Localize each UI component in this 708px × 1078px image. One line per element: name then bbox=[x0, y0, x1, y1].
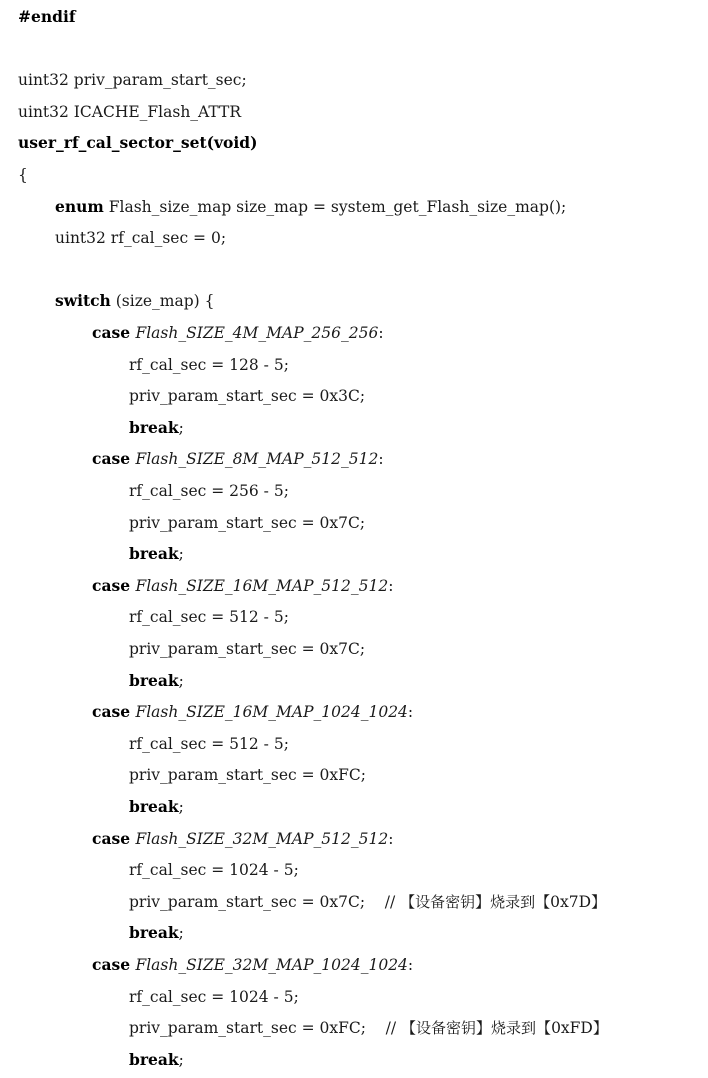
code-token-plain: uint32 ICACHE_Flash_ATTR bbox=[18, 102, 242, 121]
code-token-plain: rf_cal_sec = 128 - 5; bbox=[129, 355, 289, 374]
code-line bbox=[18, 64, 247, 96]
code-token-plain: Flash_size_map size_map = system_get_Flash_size_map(); bbox=[103, 197, 567, 216]
code-line bbox=[18, 96, 241, 128]
code-line bbox=[129, 981, 299, 1013]
code-token-kw: break bbox=[129, 670, 179, 690]
code-token-plain: priv_param_start_sec = 0x7C; bbox=[129, 892, 385, 911]
code-line bbox=[55, 191, 566, 223]
code-token-kw: case bbox=[92, 702, 136, 722]
code-token-plain: { bbox=[18, 166, 28, 184]
code-token-plain: ; bbox=[178, 924, 184, 943]
code-line bbox=[129, 886, 606, 918]
code-line bbox=[129, 633, 365, 665]
code-token-enum: Flash_SIZE_4M_MAP_256_256 bbox=[135, 324, 379, 342]
code-line bbox=[92, 570, 393, 602]
code-token-plain: : bbox=[407, 956, 414, 974]
code-line bbox=[129, 759, 366, 791]
code-token-plain: : bbox=[378, 450, 384, 469]
code-token-plain: priv_param_start_sec = 0x7C; bbox=[129, 513, 366, 532]
code-line bbox=[129, 507, 365, 539]
code-token-plain: ; bbox=[178, 418, 184, 437]
code-token-plain: priv_param_start_sec = 0xFC; bbox=[129, 766, 366, 785]
code-line bbox=[129, 665, 184, 697]
code-line bbox=[92, 696, 413, 728]
code-token-kw: case bbox=[92, 828, 136, 848]
code-token-plain: ; bbox=[178, 545, 184, 564]
code-line bbox=[18, 1, 76, 33]
code-token-plain: rf_cal_sec = 512 - 5; bbox=[129, 734, 289, 753]
code-token-plain: : bbox=[407, 703, 414, 722]
code-token-enum: Flash_SIZE_8M_MAP_512_512 bbox=[135, 450, 379, 469]
code-token-plain: (size_map) { bbox=[110, 292, 215, 311]
code-line bbox=[92, 317, 384, 349]
code-line bbox=[129, 412, 184, 444]
code-token-plain: rf_cal_sec = 1024 - 5; bbox=[129, 987, 299, 1006]
code-token-plain: ; bbox=[178, 1050, 184, 1069]
code-token-plain: rf_cal_sec = 1024 - 5; bbox=[129, 861, 299, 880]
code-token-kw: break bbox=[129, 1049, 179, 1069]
code-token-kw: user_rf_cal_sector_set(void) bbox=[18, 133, 258, 153]
code-token-plain: priv_param_start_sec = 0x7C; bbox=[129, 640, 366, 658]
code-token-plain: : bbox=[378, 324, 384, 342]
code-token-plain: : bbox=[388, 829, 394, 848]
code-line bbox=[92, 443, 384, 475]
code-line bbox=[129, 791, 184, 823]
code-line bbox=[55, 285, 215, 317]
code-line bbox=[129, 1044, 184, 1076]
code-line bbox=[129, 917, 184, 949]
code-token-plain: rf_cal_sec = 256 - 5; bbox=[129, 482, 289, 500]
code-line bbox=[129, 1012, 608, 1044]
code-token-kw: break bbox=[129, 417, 179, 437]
code-token-plain: rf_cal_sec = 512 - 5; bbox=[129, 608, 289, 627]
code-line bbox=[18, 127, 257, 159]
code-token-kw: case bbox=[92, 575, 136, 595]
code-line bbox=[55, 222, 226, 254]
code-line bbox=[129, 349, 289, 381]
code-token-kw: break bbox=[129, 797, 179, 816]
code-token-plain: uint32 priv_param_start_sec; bbox=[18, 71, 247, 90]
code-token-enum: Flash_SIZE_32M_MAP_512_512 bbox=[135, 829, 389, 848]
code-token-kw: enum bbox=[55, 196, 104, 216]
code-line bbox=[129, 538, 184, 570]
code-token-kw: switch bbox=[55, 291, 111, 311]
code-token-plain: priv_param_start_sec = 0xFC; bbox=[129, 1019, 386, 1038]
code-line bbox=[129, 475, 289, 507]
code-line bbox=[92, 949, 413, 981]
code-token-plain: : bbox=[388, 576, 394, 595]
code-line bbox=[92, 823, 393, 855]
code-token-enum: Flash_SIZE_16M_MAP_1024_1024 bbox=[135, 703, 408, 722]
code-line bbox=[129, 854, 299, 886]
code-line bbox=[129, 380, 365, 412]
code-token-comment: // 【设备密钥】烧录到【0x7D】 bbox=[384, 892, 607, 911]
code-token-kw: case bbox=[92, 323, 136, 342]
code-token-kw: break bbox=[129, 923, 179, 943]
code-token-kw: case bbox=[92, 449, 136, 469]
code-token-plain: ; bbox=[178, 671, 184, 690]
code-token-kw: #endif bbox=[18, 7, 76, 26]
code-token-enum: Flash_SIZE_32M_MAP_1024_1024 bbox=[135, 956, 408, 974]
code-token-enum: Flash_SIZE_16M_MAP_512_512 bbox=[135, 576, 389, 595]
code-line bbox=[18, 159, 28, 191]
code-token-kw: case bbox=[92, 955, 136, 974]
code-token-comment: // 【设备密钥】烧录到【0xFD】 bbox=[385, 1019, 608, 1038]
code-token-kw: break bbox=[129, 544, 179, 564]
code-token-plain: priv_param_start_sec = 0x3C; bbox=[129, 387, 366, 406]
code-line bbox=[129, 728, 289, 760]
code-token-plain: uint32 rf_cal_sec = 0; bbox=[55, 229, 227, 248]
code-token-plain: ; bbox=[178, 798, 184, 816]
code-line bbox=[129, 601, 289, 633]
